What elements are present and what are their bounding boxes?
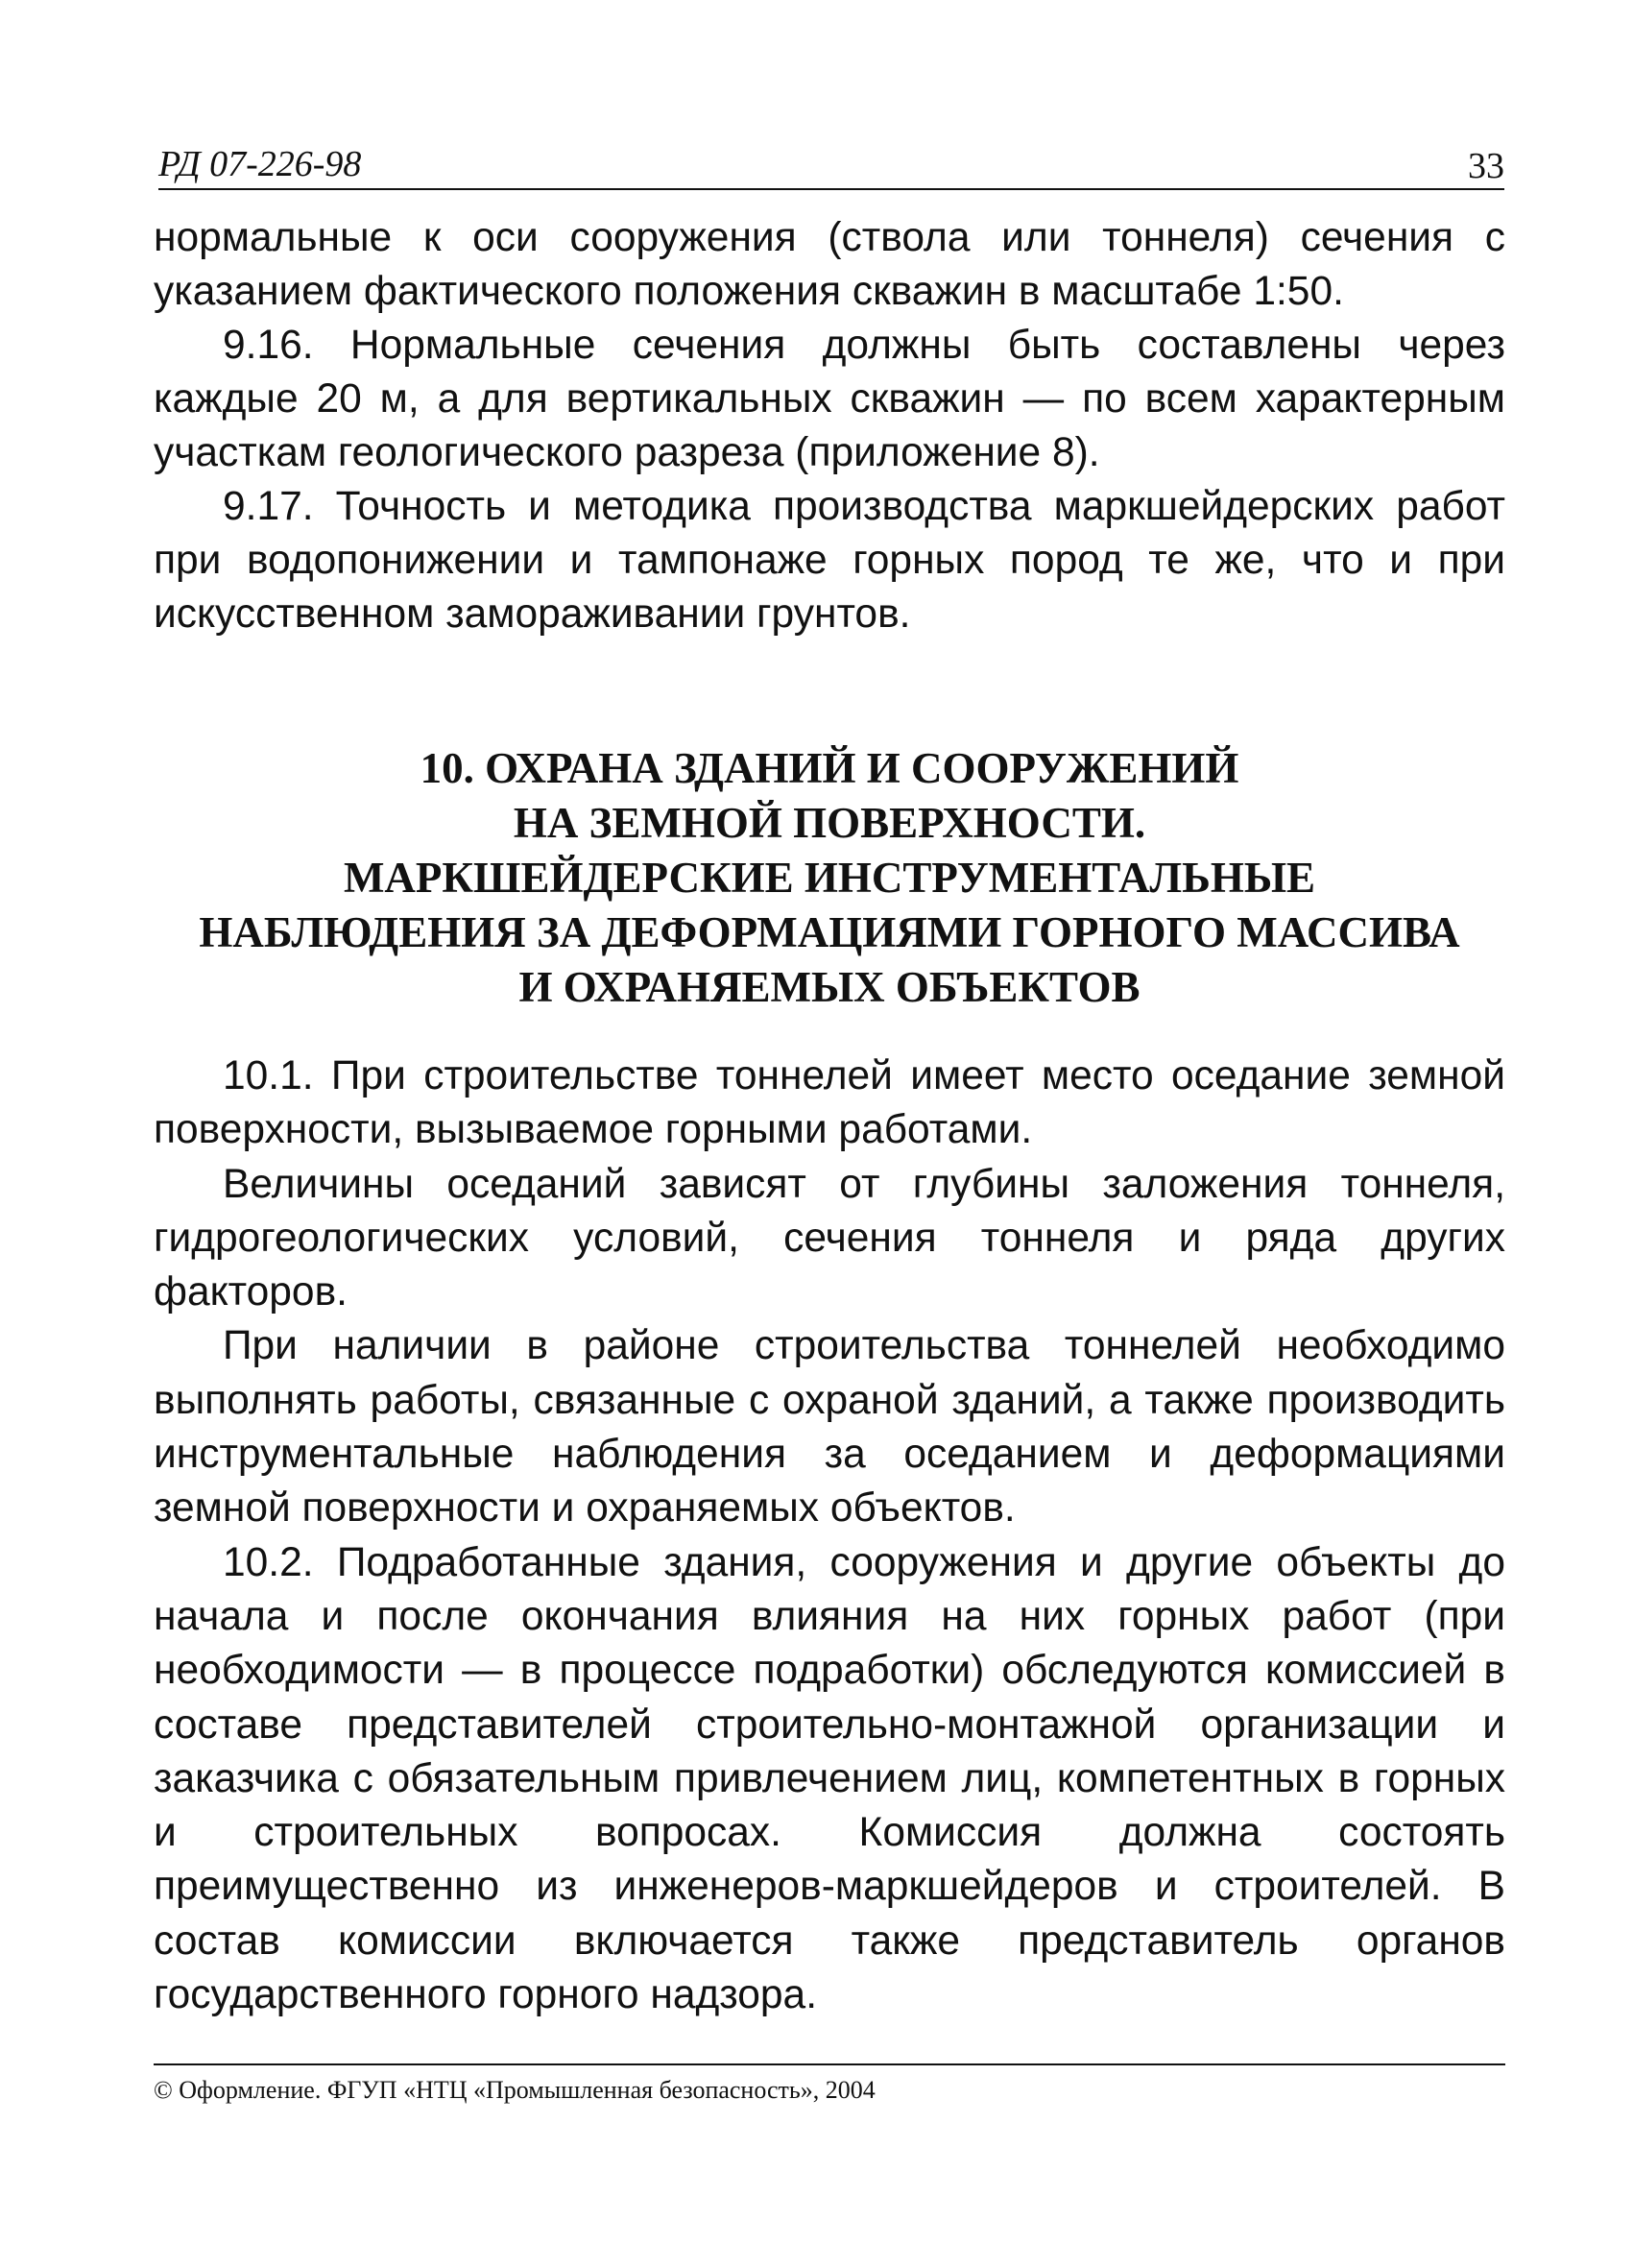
heading-line: 10. ОХРАНА ЗДАНИЙ И СООРУЖЕНИЙ bbox=[420, 744, 1239, 792]
body-text-bottom bbox=[154, 1050, 1505, 2022]
heading-line: НАБЛЮДЕНИЯ ЗА ДЕФОРМАЦИЯМИ ГОРНОГО МАССИВА bbox=[199, 908, 1460, 956]
paragraph-continuation: нормальные к оси сооружения (ствола или тоннеля) сечения с указанием фактического положения скважин в масштабе 1:50. bbox=[154, 215, 1505, 314]
section-heading bbox=[154, 741, 1505, 1015]
paragraph-9-16: 9.16. Нормальные сечения должны быть составлены через каждые 20 м, а для вертикальных скважин — по всем характерным участкам геологического разреза (приложение 8). bbox=[154, 323, 1505, 475]
page-number: 33 bbox=[1468, 146, 1504, 186]
paragraph-subsidence: Величины оседаний зависят от глубины заложения тоннеля, гидрогеологических условий, сечения тоннеля и ряда других факторов. bbox=[154, 1161, 1505, 1315]
copyright-footer: © Оформление. ФГУП «НТЦ «Промышленная безопасность», 2004 bbox=[154, 2063, 1505, 2106]
paragraph-protection: При наличии в районе строительства тоннелей необходимо выполнять работы, связанные с охраной зданий, а также производить инструментальные наблюдения за оседанием и деформациями земной поверхности и охраняемых объектов. bbox=[154, 1323, 1505, 1532]
paragraph-10-1: 10.1. При строительстве тоннелей имеет место оседание земной поверхности, вызываемое горными работами. bbox=[154, 1053, 1505, 1153]
document-code: РД 07-226-98 bbox=[158, 144, 362, 184]
running-header bbox=[158, 142, 1504, 190]
paragraph-10-2: 10.2. Подработанные здания, сооружения и другие объекты до начала и после окончания влияния на них горных работ (при необходимости — в процессе подработки) обследуются комиссией в составе представителей строительно-монтажной организации и заказчика с обязательным привлечением лиц, компетентных в горных и строительных вопросах. Комиссия должна состоять преимущественно из инженеров-маркшейдеров и строителей. В состав комиссии включается также представитель органов государственного горного надзора. bbox=[154, 1539, 1505, 2018]
heading-line: НА ЗЕМНОЙ ПОВЕРХНОСТИ. bbox=[513, 799, 1146, 847]
body-text-top bbox=[154, 211, 1505, 641]
paragraph-9-17: 9.17. Точность и методика производства маркшейдерских работ при водопонижении и тампонаже горных пород те же, что и при искусственном замораживании грунтов. bbox=[154, 484, 1505, 637]
heading-line: И ОХРАНЯЕМЫХ ОБЪЕКТОВ bbox=[518, 963, 1141, 1011]
heading-line: МАРКШЕЙДЕРСКИЕ ИНСТРУМЕНТАЛЬНЫЕ bbox=[343, 854, 1316, 902]
